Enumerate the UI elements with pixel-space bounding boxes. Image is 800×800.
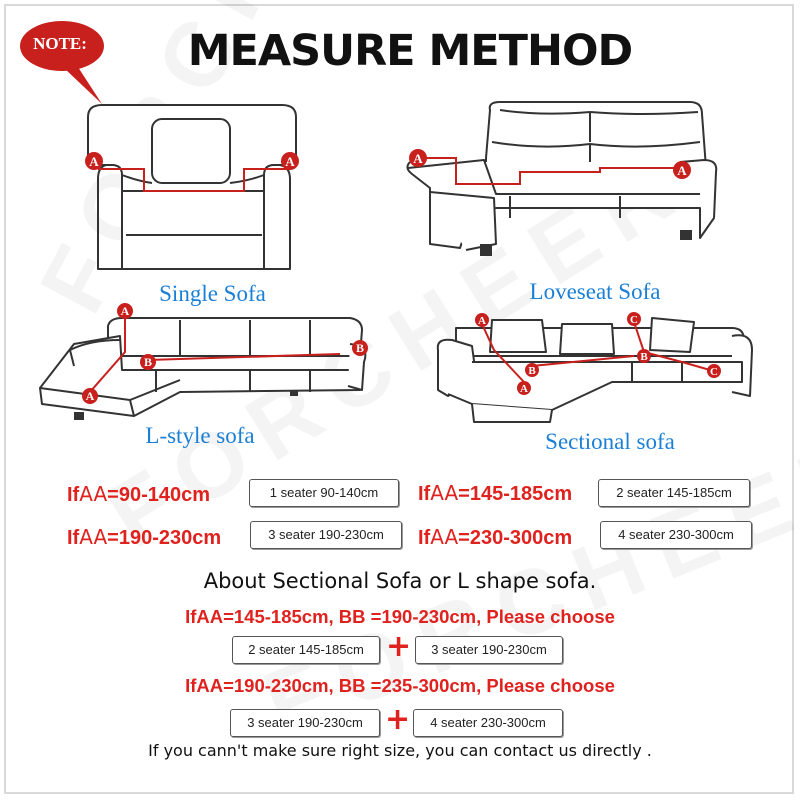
sectional-sofa-illustration [432, 306, 762, 426]
sectional-sofa-caption: Sectional sofa [545, 429, 675, 454]
case-2-option-a: 3 seater 190-230cm [230, 709, 380, 737]
case-1-option-a: 2 seater 145-185cm [232, 636, 380, 664]
rule-aa: AA [79, 482, 108, 506]
svg-text:C: C [710, 366, 718, 378]
svg-text:A: A [478, 315, 486, 327]
svg-text:A: A [520, 383, 528, 395]
svg-text:B: B [528, 365, 536, 377]
svg-text:A: A [413, 151, 423, 166]
rule-range: =90-140cm [107, 484, 211, 506]
rule-range: =190-230cm [107, 527, 222, 549]
marker-a-right [673, 161, 691, 179]
rule-aa: AA [430, 525, 459, 549]
marker-a-left [85, 152, 103, 170]
l-style-sofa-illustration [30, 300, 380, 425]
sectional-guide-title: About Sectional Sofa or L shape sofa. [203, 569, 597, 593]
loveseat-sofa-caption: Loveseat Sofa [529, 279, 661, 304]
marker-a-top [475, 313, 489, 327]
plus-icon: + [385, 702, 411, 737]
svg-text:A: A [89, 154, 99, 169]
rule-range: =230-300cm [458, 527, 573, 549]
marker-b-left [525, 363, 539, 377]
rule-prefix: If [418, 483, 431, 505]
plus-icon: + [386, 629, 412, 664]
svg-text:A: A [677, 163, 687, 178]
svg-text:B: B [640, 351, 648, 363]
rule-range: =145-185cm [458, 483, 573, 505]
svg-text:C: C [630, 314, 638, 326]
marker-b-left [140, 354, 156, 370]
single-sofa-illustration [78, 95, 310, 275]
marker-c-top [627, 312, 641, 326]
marker-a-bottom [82, 388, 98, 404]
note-label: NOTE: [33, 34, 87, 53]
l-style-sofa-caption: L-style sofa [145, 423, 255, 448]
case-2-option-b: 4 seater 230-300cm [413, 709, 563, 737]
sectional-case-1-condition: IfAA=145-185cm, BB =190-230cm, Please choose [185, 606, 615, 627]
svg-text:A: A [285, 154, 295, 169]
rule-prefix: If [67, 527, 80, 549]
size-option-1-seater: 1 seater 90-140cm [249, 479, 399, 507]
marker-b-right [352, 340, 368, 356]
svg-text:A: A [85, 389, 95, 403]
svg-text:B: B [143, 355, 153, 369]
size-rule-4 [418, 525, 572, 550]
sectional-case-2-condition: IfAA=190-230cm, BB =235-300cm, Please choose [185, 675, 615, 696]
page-title: MEASURE METHOD [187, 26, 633, 76]
size-option-4-seater: 4 seater 230-300cm [600, 521, 752, 549]
case-1-option-b: 3 seater 190-230cm [415, 636, 563, 664]
size-option-2-seater: 2 seater 145-185cm [598, 479, 750, 507]
svg-text:A: A [120, 304, 130, 318]
note-badge [16, 18, 110, 80]
marker-b-right [637, 349, 651, 363]
single-sofa-caption: Single Sofa [159, 281, 266, 306]
size-rule-2 [418, 481, 572, 506]
marker-a-top [117, 303, 133, 319]
marker-a-right [281, 152, 299, 170]
size-rule-1 [67, 482, 210, 507]
marker-a-bottom [517, 381, 531, 395]
contact-note: If you cann't make sure right size, you can contact us directly . [148, 741, 652, 760]
loveseat-sofa-illustration [400, 98, 720, 270]
rule-prefix: If [418, 527, 431, 549]
marker-a-left [409, 149, 427, 167]
rule-aa: AA [430, 481, 459, 505]
rule-aa: AA [79, 525, 108, 549]
rule-prefix: If [67, 484, 80, 506]
svg-text:B: B [355, 341, 365, 355]
size-option-3-seater: 3 seater 190-230cm [250, 521, 402, 549]
marker-c-right [707, 364, 721, 378]
size-rule-3 [67, 525, 221, 550]
